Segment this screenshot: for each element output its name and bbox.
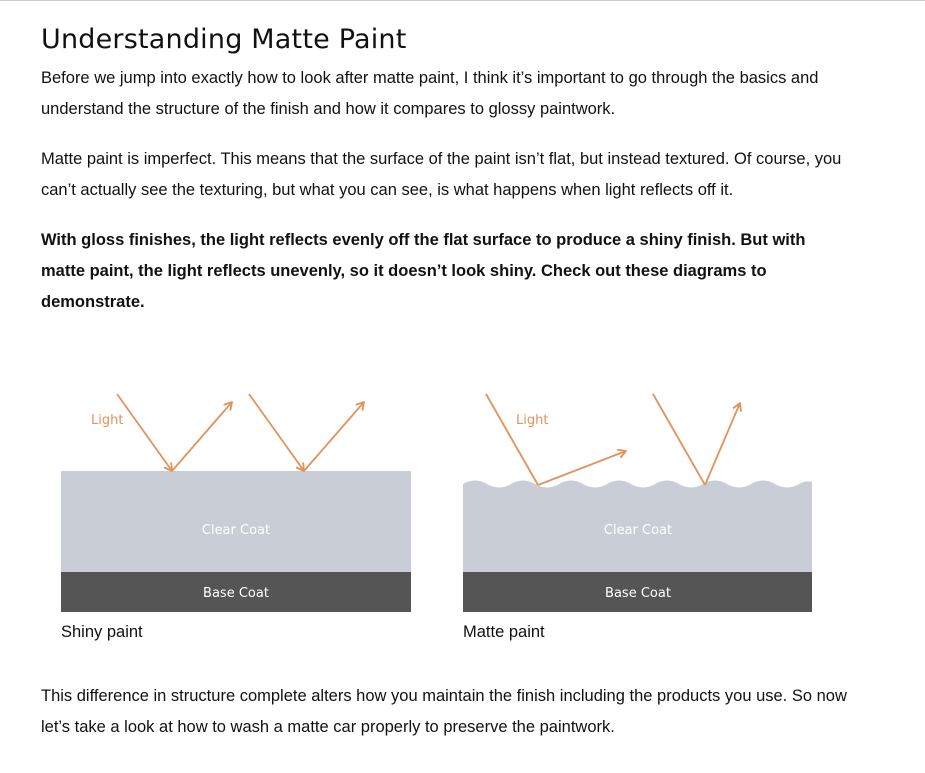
shiny-incoming-ray-1-arrow bbox=[117, 394, 172, 471]
intro-paragraph: Before we jump into exactly how to look after matte paint, I think it’s important to go through the basics and understand the structure of the finish and how it compares to glossy paintwork. bbox=[41, 69, 819, 118]
reflection-paragraph: With gloss finishes, the light reflects evenly off the flat surface to produce a shiny finish. But with matte paint, the light reflects unevenly, so it doesn’t look shiny. Check out these diagrams to demonstrate. bbox=[41, 231, 806, 311]
article-body bbox=[41, 20, 851, 318]
top-divider bbox=[0, 0, 925, 1]
shiny-reflected-ray-2-arrow bbox=[304, 402, 364, 471]
shiny-light-label: Light bbox=[91, 413, 124, 428]
shiny-clear-coat-label: Clear Coat bbox=[201, 523, 271, 538]
matte-clear-coat-label: Clear Coat bbox=[603, 523, 673, 538]
matte-base-coat-label: Base Coat bbox=[605, 586, 671, 601]
paint-diagrams-figure bbox=[0, 370, 925, 660]
shiny-base-coat-label: Base Coat bbox=[203, 586, 269, 601]
texture-paragraph: Matte paint is imperfect. This means that the surface of the paint isn’t flat, but instead textured. Of course, you can’t actually see the texturing, but what you can see, is what happens when light reflects off it. bbox=[41, 150, 842, 199]
conclusion-paragraph: This difference in structure complete alters how you maintain the finish including the products you use. So now let’s take a look at how to wash a matte car properly to preserve the paintwork. bbox=[41, 687, 847, 736]
paint-diagrams-svg bbox=[0, 370, 925, 660]
matte-reflected-ray-1-arrow bbox=[538, 451, 626, 485]
matte-light-label: Light bbox=[516, 413, 549, 428]
shiny-paint-diagram bbox=[61, 394, 411, 612]
page-title: Understanding Matte Paint bbox=[41, 24, 407, 55]
matte-reflected-ray-2-arrow bbox=[705, 403, 740, 485]
shiny-paint-caption: Shiny paint bbox=[61, 623, 143, 641]
shiny-incoming-ray-2-arrow bbox=[249, 394, 304, 471]
shiny-reflected-ray-1-arrow bbox=[172, 402, 232, 471]
matte-paint-caption: Matte paint bbox=[463, 623, 545, 641]
matte-incoming-ray-2-arrow bbox=[653, 394, 705, 485]
matte-incoming-ray-1-arrow bbox=[486, 394, 538, 485]
matte-paint-diagram bbox=[463, 394, 812, 612]
shiny-clear-coat-layer bbox=[61, 471, 411, 572]
